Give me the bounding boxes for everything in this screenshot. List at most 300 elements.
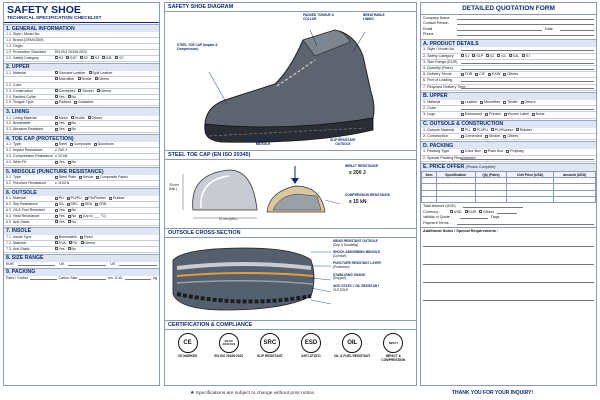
row-options	[55, 38, 159, 43]
option-label: Yes	[58, 208, 65, 213]
option-label: Rubber	[519, 127, 532, 132]
option-label: No	[71, 121, 77, 126]
row-label: Compression Resistance	[13, 154, 53, 159]
checkbox-option[interactable]	[461, 134, 482, 139]
checkbox-icon[interactable]	[532, 113, 535, 116]
quote-value	[461, 134, 594, 139]
checkbox-option[interactable]	[102, 56, 112, 61]
checkbox-option[interactable]	[480, 100, 500, 105]
checkbox-option[interactable]	[55, 127, 65, 132]
checkbox-option[interactable]	[491, 128, 513, 133]
price-terms	[421, 203, 596, 227]
checkbox-option[interactable]	[78, 77, 92, 82]
checkbox-icon[interactable]	[69, 241, 72, 244]
checkbox-option[interactable]	[68, 127, 76, 132]
input-line[interactable]	[461, 78, 594, 82]
packing-row	[4, 276, 159, 281]
option-label: S3L	[106, 55, 113, 60]
checkbox-option[interactable]	[68, 121, 76, 126]
option-label: S3	[501, 53, 506, 58]
checkbox-icon[interactable]	[55, 209, 58, 212]
checkbox-option[interactable]	[68, 247, 76, 252]
checkbox-icon[interactable]	[503, 101, 506, 104]
checkbox-option[interactable]	[55, 175, 76, 180]
option-label: Others	[100, 88, 112, 93]
option-label: Color Box	[464, 149, 481, 154]
size-field[interactable]	[68, 262, 106, 266]
checkbox-icon[interactable]	[115, 56, 118, 59]
checkbox-option[interactable]	[67, 196, 82, 201]
checkbox-icon[interactable]	[67, 197, 70, 200]
option-label: Fixed	[83, 234, 93, 239]
option-label: Others	[524, 99, 536, 104]
checkbox-icon[interactable]	[55, 89, 58, 92]
checkbox-icon[interactable]	[491, 128, 494, 131]
quote-label: 5. Delivery Terms	[423, 72, 452, 77]
checkbox-option[interactable]	[85, 196, 107, 201]
input-line[interactable]	[461, 106, 594, 110]
price-cell[interactable]	[475, 197, 507, 203]
checkbox-icon[interactable]	[55, 71, 58, 74]
row-options	[55, 127, 159, 132]
quotation-column	[420, 2, 597, 386]
checkbox-option[interactable]	[55, 196, 64, 201]
spec-row	[4, 220, 159, 226]
checkbox-icon[interactable]	[55, 128, 58, 131]
checkbox-option[interactable]	[95, 77, 110, 82]
price-cell[interactable]	[422, 197, 437, 203]
option-label: EXW	[491, 72, 501, 77]
payment-row	[423, 221, 594, 226]
quote-label: 2. Special Packing Requirement	[423, 155, 476, 160]
row-value: ≥ 1100 N	[55, 181, 70, 186]
checkbox-icon[interactable]	[484, 150, 487, 153]
price-row	[422, 197, 596, 203]
size-label: UK	[59, 261, 65, 266]
callout-label: PUNCTURE RESISTANT MIDSOLE	[244, 138, 282, 146]
quote-value	[461, 106, 594, 111]
checkbox-icon[interactable]	[78, 89, 81, 92]
checkbox-icon[interactable]	[74, 101, 77, 104]
quote-value	[461, 128, 594, 133]
row-options	[55, 214, 159, 219]
payment-label: Payment Terms :	[423, 220, 451, 225]
checkbox-icon[interactable]	[55, 122, 58, 125]
checkbox-icon[interactable]	[55, 236, 58, 239]
checkbox-option[interactable]	[516, 128, 532, 133]
notes-lines[interactable]	[421, 234, 596, 306]
quote-label: 2. Safety Category	[423, 53, 454, 58]
price-cell[interactable]	[437, 197, 475, 203]
checkbox-option[interactable]	[55, 71, 86, 76]
packing-label: kg	[153, 276, 157, 281]
option-label: EVA	[58, 240, 66, 245]
checkbox-icon[interactable]	[488, 73, 491, 76]
option-label: Yes	[58, 94, 65, 99]
checkbox-option[interactable]	[461, 128, 470, 133]
checkbox-option[interactable]	[78, 89, 93, 94]
size-label: US	[110, 261, 116, 266]
checkbox-icon[interactable]	[485, 113, 488, 116]
size-field[interactable]	[119, 262, 157, 266]
checkbox-icon[interactable]	[70, 143, 73, 146]
price-header: Amount (USD)	[554, 171, 596, 177]
checkbox-icon[interactable]	[461, 113, 464, 116]
checkbox-option[interactable]	[475, 72, 485, 77]
checkbox-option[interactable]	[497, 54, 505, 59]
checkbox-icon[interactable]	[55, 220, 58, 223]
cert-mark-icon: ESD	[301, 333, 321, 353]
row-options	[55, 32, 159, 37]
packing-field[interactable]	[125, 276, 152, 280]
cert-item	[374, 333, 412, 363]
checkbox-icon[interactable]	[66, 56, 69, 59]
checkbox-option[interactable]	[81, 241, 96, 246]
checkbox-icon[interactable]	[55, 95, 58, 98]
option-label: PU	[72, 240, 78, 245]
compression-label: COMPRESSION RESISTANCE	[345, 193, 391, 197]
layer-sub: (Grip & Durability)	[333, 242, 359, 247]
checkbox-option[interactable]	[68, 160, 76, 165]
option-label: CIF	[479, 72, 486, 77]
checkbox-option[interactable]	[461, 54, 469, 59]
checkbox-option[interactable]	[461, 149, 481, 154]
checkbox-icon[interactable]	[55, 176, 58, 179]
cert-label: IMPACT & COMPRESSION	[381, 354, 406, 362]
checkbox-icon[interactable]	[480, 101, 483, 104]
option-label: PU	[58, 196, 64, 201]
checkbox-option[interactable]	[68, 220, 76, 225]
checkbox-option[interactable]	[473, 128, 488, 133]
checkbox-icon[interactable]	[102, 56, 105, 59]
toecap-width: 70 mm (Min.)	[218, 217, 238, 221]
layer-title: WEAR RESISTANT OUTSOLE	[333, 239, 378, 243]
checkbox-option[interactable]	[486, 54, 494, 59]
star-icon: ★	[190, 390, 195, 396]
price-header: Item	[422, 171, 437, 177]
row-number	[4, 77, 13, 82]
section-title: 2. UPPER	[4, 63, 159, 71]
option-label: Woven Label	[507, 112, 529, 117]
checkbox-option[interactable]	[488, 72, 500, 77]
section-title: 3. LINING	[4, 107, 159, 115]
checkbox-option[interactable]	[109, 196, 125, 201]
size-field[interactable]	[18, 262, 56, 266]
option-label: Mesh	[58, 115, 68, 120]
checkbox-option[interactable]	[79, 175, 93, 180]
cert-item	[333, 333, 371, 363]
checkbox-option[interactable]	[79, 214, 106, 219]
section-title: A. PRODUCT DETAILS	[421, 39, 596, 47]
checkbox-option[interactable]	[115, 56, 123, 61]
cert-item	[169, 333, 207, 363]
checkbox-icon[interactable]	[503, 73, 506, 76]
row-number: 3.2	[6, 121, 11, 126]
checkbox-icon[interactable]	[473, 128, 476, 131]
option-label: (Up to ___ °C)	[82, 213, 106, 218]
section-title: 4. TOE CAP (PROTECTION)	[4, 134, 159, 142]
cert-mark-icon: OIL	[342, 333, 362, 353]
checkbox-icon[interactable]	[109, 197, 112, 200]
input-line[interactable]	[461, 60, 594, 64]
option-label: Cemented	[464, 133, 482, 138]
checkbox-icon[interactable]	[80, 236, 83, 239]
row-label: Oil & Fuel Resistant	[13, 208, 45, 213]
contact-field[interactable]	[457, 21, 594, 25]
row-options	[55, 235, 159, 240]
spec-row	[4, 181, 159, 187]
checkbox-icon[interactable]	[522, 54, 525, 57]
checkbox-option[interactable]	[461, 112, 482, 117]
currency-label: Currency :	[423, 209, 441, 214]
checkbox-option[interactable]	[55, 121, 65, 126]
checkbox-icon[interactable]	[472, 54, 475, 57]
option-label: Textile	[507, 99, 518, 104]
contact-field[interactable]	[457, 16, 594, 20]
checkbox-icon[interactable]	[55, 203, 58, 206]
validity-field[interactable]	[460, 215, 488, 219]
quote-label: 2. Construction	[423, 133, 448, 138]
doc-title: SAFETY SHOE	[7, 4, 81, 16]
layer-title: ANTI-STATIC / OIL RESISTANT	[333, 283, 380, 288]
checkbox-option[interactable]	[97, 89, 112, 94]
checkbox-option[interactable]	[55, 95, 65, 100]
checkbox-option[interactable]	[503, 72, 518, 77]
checkbox-icon[interactable]	[461, 73, 464, 76]
currency-option[interactable]: USD	[450, 210, 462, 215]
contact-field[interactable]	[457, 32, 594, 36]
row-options	[55, 241, 159, 246]
option-label: S2	[489, 53, 495, 58]
option-label: PU/Rubber	[494, 127, 514, 132]
option-label: Split Leather	[92, 70, 113, 75]
checkbox-option[interactable]	[55, 77, 75, 82]
contact-block	[421, 15, 596, 38]
checkbox-option[interactable]	[67, 202, 78, 207]
checkbox-option[interactable]	[80, 235, 93, 240]
checkbox-icon[interactable]	[506, 150, 509, 153]
row-options	[55, 121, 159, 126]
checkbox-option[interactable]	[91, 56, 99, 61]
checkbox-icon[interactable]	[461, 101, 464, 104]
checkbox-icon[interactable]	[55, 161, 58, 164]
checkbox-option[interactable]	[532, 112, 545, 117]
checkbox-option[interactable]	[94, 142, 114, 147]
checkbox-icon[interactable]	[80, 56, 83, 59]
quote-label: 1. Packing Type	[423, 149, 450, 154]
option-label: Kevlar	[82, 175, 94, 180]
row-label: Material	[13, 70, 26, 75]
input-line[interactable]	[461, 66, 594, 70]
checkbox-icon[interactable]	[55, 241, 58, 244]
date-field[interactable]	[560, 27, 594, 31]
row-number: 1.1	[6, 32, 11, 37]
impact-label: IMPACT RESISTANCE	[345, 164, 379, 168]
checkbox-option[interactable]	[55, 208, 65, 213]
price-cell[interactable]	[507, 197, 554, 203]
input-line[interactable]	[461, 47, 594, 51]
price-cell[interactable]	[554, 197, 596, 203]
checkbox-icon[interactable]	[79, 176, 82, 179]
checkbox-icon[interactable]	[96, 176, 99, 179]
cert-label: SLIP RESISTANT	[257, 354, 283, 358]
checkbox-icon[interactable]	[516, 128, 519, 131]
packing-field[interactable]	[79, 276, 106, 280]
spec-row	[4, 127, 159, 133]
checkbox-option[interactable]	[55, 142, 67, 147]
checkbox-option[interactable]	[55, 56, 63, 61]
total-field[interactable]	[463, 204, 523, 208]
price-note: (Please Complete)	[465, 165, 496, 170]
option-label: None	[535, 112, 545, 117]
payment-field[interactable]	[457, 221, 594, 225]
option-label: Composite	[73, 142, 91, 147]
checkbox-option[interactable]	[485, 112, 500, 117]
checkbox-option[interactable]	[484, 149, 503, 154]
quote-value	[461, 112, 594, 117]
input-line[interactable]	[461, 156, 594, 160]
checkbox-option[interactable]	[55, 202, 64, 207]
checkbox-icon[interactable]	[486, 54, 489, 57]
checkbox-icon[interactable]	[475, 73, 478, 76]
checkbox-option[interactable]	[69, 241, 78, 246]
checkbox-option[interactable]	[71, 116, 85, 121]
checkbox-option[interactable]	[55, 100, 71, 105]
currency-other-field[interactable]	[497, 210, 517, 214]
checkbox-icon[interactable]	[55, 143, 58, 146]
option-label: Microfiber	[484, 99, 501, 104]
checkbox-icon[interactable]	[461, 135, 464, 138]
checkbox-icon[interactable]	[55, 197, 58, 200]
checkbox-option[interactable]	[80, 56, 88, 61]
checkbox-option[interactable]	[74, 100, 93, 105]
checkbox-icon[interactable]	[461, 150, 464, 153]
checkbox-option[interactable]	[55, 235, 77, 240]
shoe-illustration	[165, 12, 418, 150]
section-title: C. OUTSOLE & CONSTRUCTION	[421, 120, 596, 128]
checkbox-icon[interactable]	[497, 54, 500, 57]
checkbox-icon[interactable]	[94, 143, 97, 146]
option-label: SRC	[70, 202, 78, 207]
checkbox-option[interactable]	[55, 116, 68, 121]
checkbox-icon[interactable]	[55, 247, 58, 250]
checkbox-option[interactable]	[509, 54, 519, 59]
checkbox-icon[interactable]	[55, 56, 58, 59]
checkbox-icon[interactable]	[55, 116, 58, 119]
packing-field[interactable]	[30, 276, 57, 280]
thanks-text: THANK YOU FOR YOUR INQUIRY!	[452, 390, 534, 396]
currency-option[interactable]: EUR	[465, 210, 477, 215]
checkbox-option[interactable]	[88, 116, 103, 121]
checkbox-icon[interactable]	[504, 113, 507, 116]
checkbox-option[interactable]	[89, 71, 113, 76]
row-number: 2.3	[6, 88, 11, 93]
checkbox-option[interactable]	[66, 56, 77, 61]
checkbox-option[interactable]	[506, 149, 523, 154]
checkbox-icon[interactable]	[55, 215, 58, 218]
row-number: 4.1	[6, 142, 11, 147]
checkbox-icon[interactable]	[81, 203, 84, 206]
price-header: Specification	[437, 171, 475, 177]
checkbox-option[interactable]	[68, 95, 76, 100]
checkbox-option[interactable]	[522, 54, 530, 59]
checkbox-option[interactable]	[68, 214, 76, 219]
row-value: ≥ 15 kN	[55, 154, 68, 159]
option-label: Yes	[58, 127, 65, 132]
checkbox-option[interactable]	[485, 134, 500, 139]
compression-value: ≥ 15 kN	[349, 199, 367, 205]
option-label: S3L	[512, 53, 520, 58]
checkbox-icon[interactable]	[79, 215, 82, 218]
option-label: No	[71, 160, 77, 165]
quote-value	[461, 78, 594, 83]
checkbox-icon[interactable]	[485, 135, 488, 138]
checkbox-icon[interactable]	[55, 101, 58, 104]
option-label: Others	[84, 240, 96, 245]
checkbox-option[interactable]	[461, 100, 477, 105]
checkbox-option[interactable]	[461, 72, 472, 77]
checkbox-option[interactable]	[81, 202, 92, 207]
checkbox-icon[interactable]	[509, 54, 512, 57]
checkbox-option[interactable]	[472, 54, 483, 59]
checkbox-icon[interactable]	[461, 54, 464, 57]
checkbox-option[interactable]	[503, 100, 517, 105]
currency-option[interactable]: Others	[479, 210, 494, 215]
checkbox-option[interactable]	[68, 208, 76, 213]
checkbox-icon[interactable]	[95, 203, 98, 206]
checkbox-option[interactable]	[55, 89, 75, 94]
checkbox-option[interactable]	[55, 160, 65, 165]
row-label: Safety Category	[13, 55, 39, 60]
checkbox-icon[interactable]	[503, 135, 506, 138]
checkbox-option[interactable]	[95, 202, 106, 207]
cert-label: OIL & FUEL RESISTANT	[334, 354, 371, 358]
checkbox-icon[interactable]	[55, 77, 58, 80]
checkbox-option[interactable]	[55, 214, 65, 219]
option-label: SA	[58, 202, 64, 207]
input-line[interactable]	[461, 85, 594, 89]
checkbox-icon[interactable]	[91, 56, 94, 59]
checkbox-option[interactable]	[55, 247, 65, 252]
contact-field[interactable]	[457, 27, 542, 31]
toecap-height: 25 mm (Min.)	[169, 183, 179, 191]
row-number: 4.3	[6, 154, 11, 159]
row-options	[55, 175, 159, 180]
checkbox-option[interactable]	[521, 100, 536, 105]
checkbox-icon[interactable]	[461, 128, 464, 131]
checkbox-option[interactable]	[503, 134, 518, 139]
checkbox-option[interactable]	[96, 175, 128, 180]
row-label: Production Standard	[13, 49, 46, 54]
spec-row	[4, 56, 159, 62]
checkbox-option[interactable]	[504, 112, 529, 117]
row-options	[55, 208, 159, 213]
doc-subtitle: TECHNICAL SPECIFICATION CHECKLIST	[4, 16, 159, 23]
row-number: 7.2	[6, 240, 11, 245]
row-label: Breathable	[13, 121, 31, 126]
option-label: No	[71, 94, 77, 99]
checkbox-option[interactable]	[70, 142, 91, 147]
option-label: Steel Plate	[58, 175, 77, 180]
cert-icons	[165, 330, 416, 363]
cert-item	[210, 333, 248, 363]
checkbox-option[interactable]	[55, 220, 65, 225]
quote-row	[421, 112, 596, 118]
checkbox-option[interactable]	[55, 241, 66, 246]
cert-label: EN ISO 20345:2022	[214, 354, 244, 358]
quote-value	[461, 54, 594, 59]
option-label: Plain Box	[487, 149, 504, 154]
